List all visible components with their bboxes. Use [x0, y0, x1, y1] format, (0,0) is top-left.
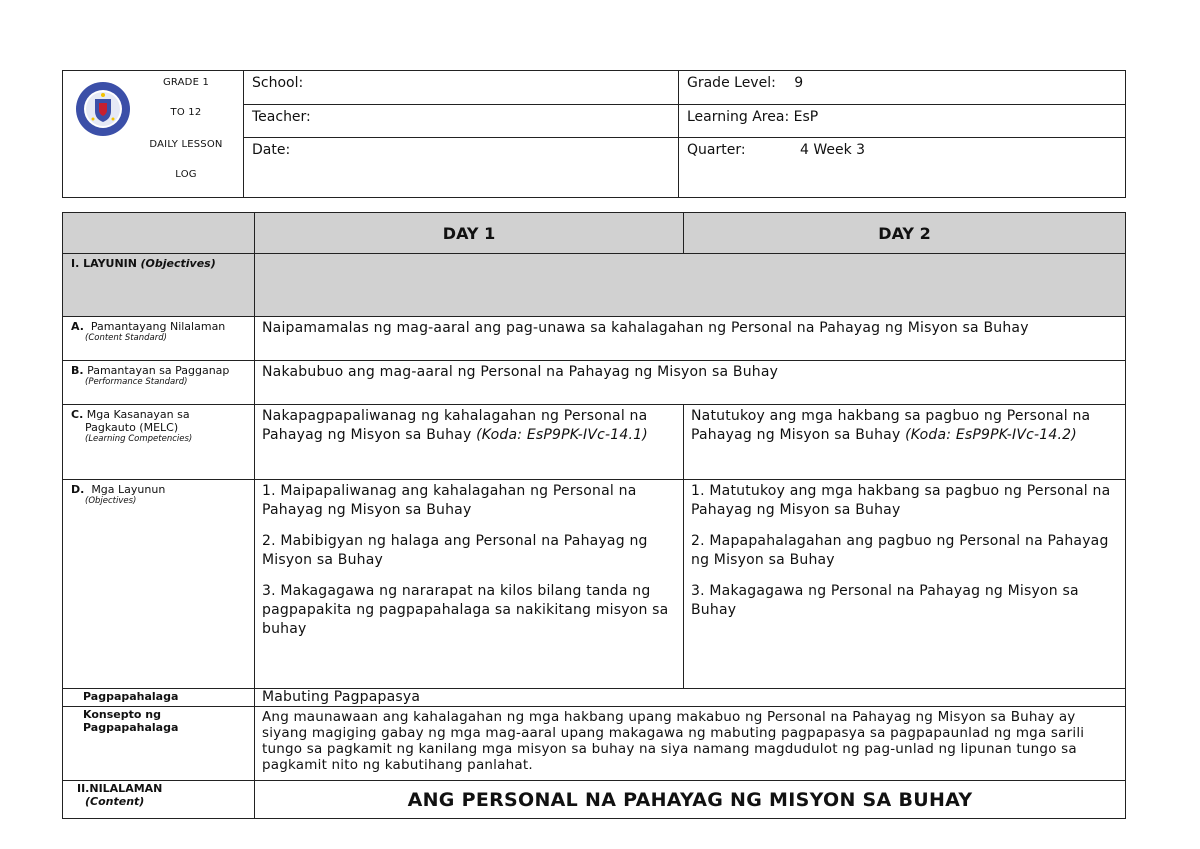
objective-item: 1. Maipapaliwanag ang kahalagahan ng Personal na Pahayag ng Misyon sa Buhay — [262, 483, 637, 518]
competencies-label: C. Mga Kasanayan sa Pagkauto (MELC) (Learning Competencies) — [63, 405, 255, 480]
objectives-label: D. Mga Layunun (Objectives) — [63, 480, 255, 689]
title-line-3: DAILY LESSON — [149, 139, 223, 150]
teacher-label: Teacher: — [252, 108, 311, 125]
performance-standard-text: Nakabubuo ang mag-aaral ng Personal na Pahayag ng Misyon sa Buhay — [255, 361, 1126, 405]
school-field[interactable] — [244, 71, 679, 105]
content-title: ANG PERSONAL NA PAHAYAG NG MISYON SA BUHAY — [255, 781, 1126, 819]
nilalaman-label: II.NILALAMAN (Content) — [63, 781, 255, 819]
content-standard-label: A. Pamantayang Nilalaman (Content Standard) — [63, 317, 255, 361]
konsepto-text: Ang maunawaan ang kahalagahan ng mga hakbang upang makabuo ng Personal na Pahayag ng Misyon sa Buhay ay siyang magiging gabay ng mga mag-aaral upang makagawa ng mabuting pagpapasya sa pagpapaunlad ng mga sarili tungo sa pagkamit ng kanilang mga misyon sa buhay na siya namang magdudulot ng pag-unlad ng lipunan tungo sa pagkamit nito ng kabutihang panlahat. — [255, 707, 1126, 781]
grade-level-field[interactable] — [679, 71, 1126, 105]
grade-level-label: Grade Level: — [687, 75, 776, 91]
learning-area-label: Learning Area: EsP — [687, 108, 819, 125]
corner-cell — [63, 213, 255, 254]
quarter-field[interactable] — [679, 138, 1126, 198]
grade-level-value: 9 — [794, 75, 804, 91]
lesson-table — [62, 212, 1126, 819]
deped-seal-icon — [75, 81, 131, 137]
quarter-value: 4 Week 3 — [800, 142, 866, 159]
date-field[interactable] — [244, 138, 679, 198]
objective-item: 2. Mabibigyan ng halaga ang Personal na Pahayag ng Misyon sa Buhay — [262, 533, 648, 568]
objectives-day-2 — [684, 480, 1126, 689]
objective-item: 1. Matutukoy ang mga hakbang sa pagbuo ng Personal na Pahayag ng Misyon sa Buhay — [691, 483, 1111, 518]
logo-cell — [63, 71, 244, 198]
layunin-blank — [255, 254, 1126, 317]
learning-area-field[interactable] — [679, 104, 1126, 138]
school-label: School: — [252, 75, 304, 91]
pagpapahalaga-text: Mabuting Pagpapasya — [255, 689, 1126, 707]
performance-standard-label: B. Pamantayan sa Pagganap (Performance Standard) — [63, 361, 255, 405]
teacher-field[interactable] — [244, 104, 679, 138]
pagpapahalaga-label: Pagpapahalaga — [63, 689, 255, 707]
header-table — [62, 70, 1126, 198]
competency-day-2: Natutukoy ang mga hakbang sa pagbuo ng Personal na Pahayag ng Misyon sa Buhay (Koda: EsP9PK-IVc-14.2) — [684, 405, 1126, 480]
objective-item: 3. Makagagawa ng nararapat na kilos bilang tanda ng pagpapakita ng pagpapahalaga sa nakikitang misyon sa buhay — [262, 583, 669, 637]
day-2-header: DAY 2 — [684, 213, 1126, 254]
title-line-1: GRADE 1 — [162, 77, 210, 88]
objective-item: 3. Makagagawa ng Personal na Pahayag ng Misyon sa Buhay — [691, 583, 1079, 618]
title-line-4: LOG — [175, 169, 197, 180]
title-line-2: TO 12 — [170, 107, 202, 118]
quarter-label: Quarter: — [687, 142, 746, 159]
date-label: Date: — [252, 142, 291, 159]
competency-day-1: Nakapagpapaliwanag ng kahalagahan ng Personal na Pahayag ng Misyon sa Buhay (Koda: EsP9PK-IVc-14.1) — [255, 405, 684, 480]
objectives-day-1 — [255, 480, 684, 689]
layunin-label: I. LAYUNIN (Objectives) — [63, 254, 255, 317]
konsepto-label: Konsepto ng Pagpapahalaga — [63, 707, 255, 781]
day-1-header: DAY 1 — [255, 213, 684, 254]
objective-item: 2. Mapapahalagahan ang pagbuo ng Personal na Pahayag ng Misyon sa Buhay — [691, 533, 1109, 568]
content-standard-text: Naipamamalas ng mag-aaral ang pag-unawa sa kahalagahan ng Personal na Pahayag ng Misyon sa Buhay — [255, 317, 1126, 361]
